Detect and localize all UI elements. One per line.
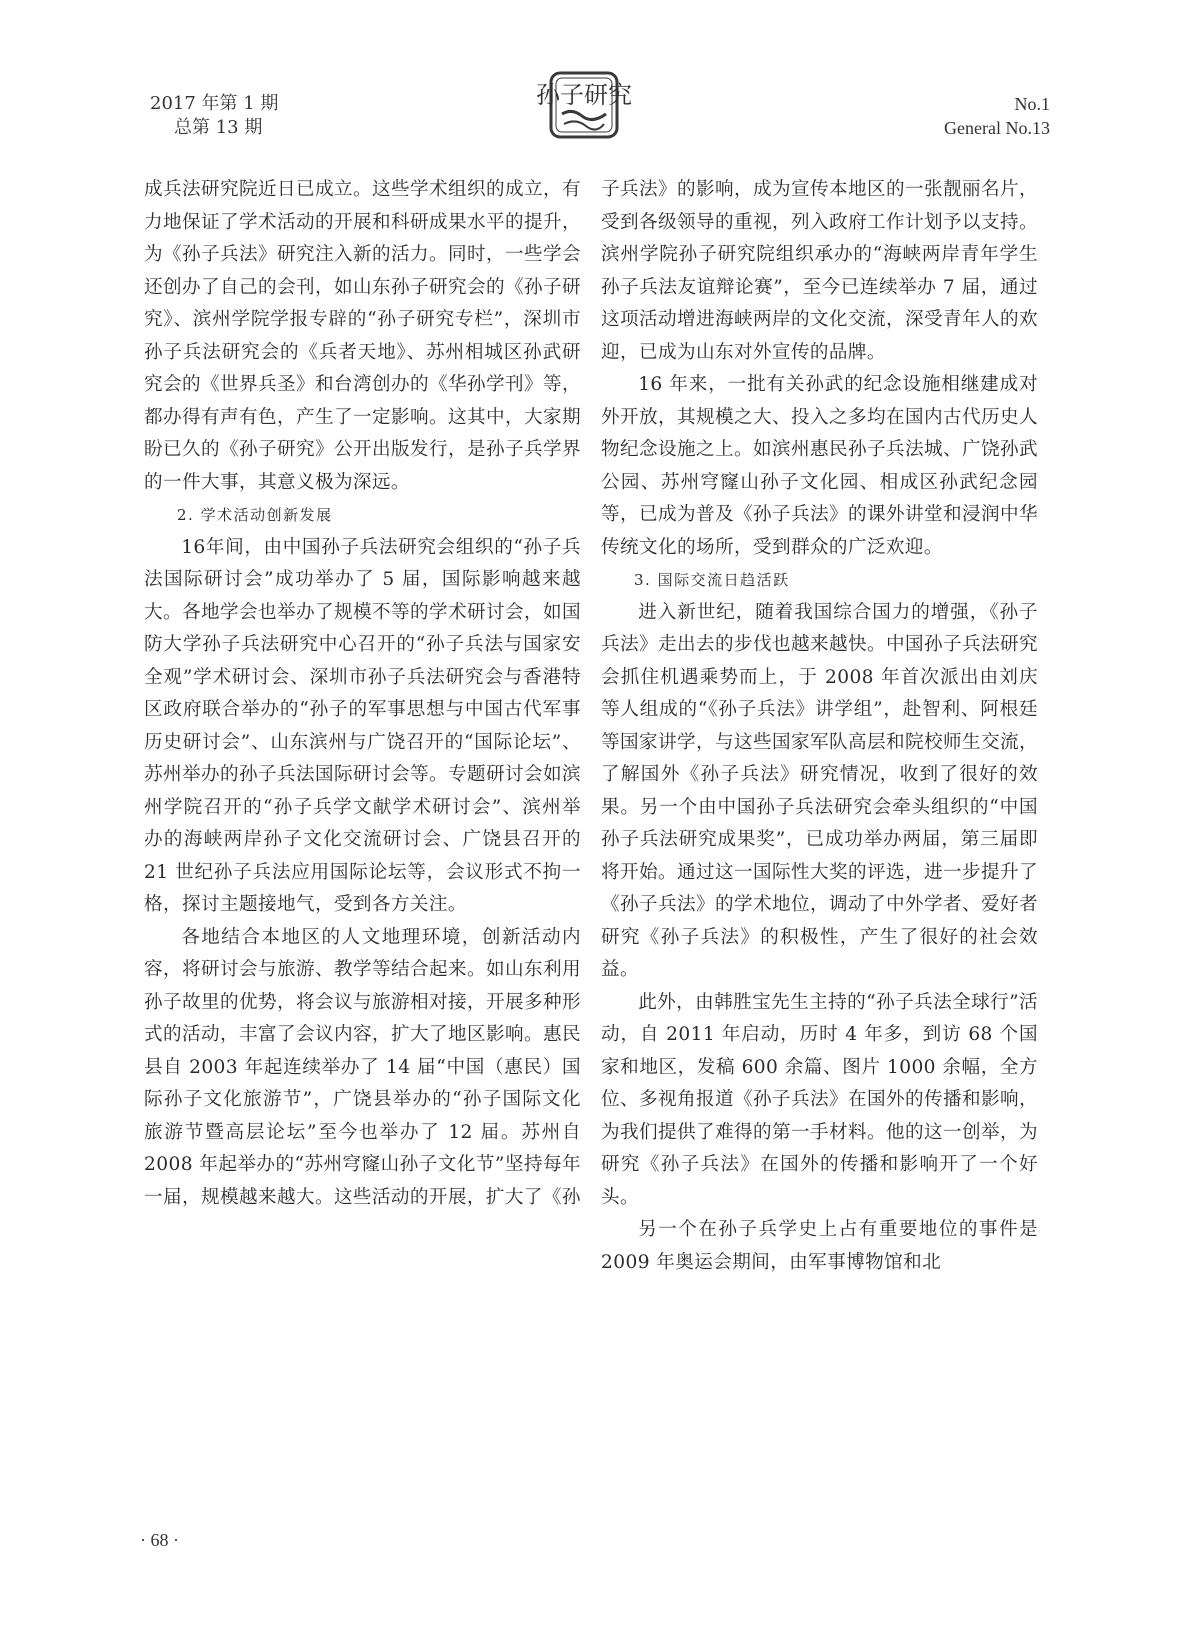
- issue-number-en: No.1: [1014, 94, 1050, 114]
- paragraph: 此外，由韩胜宝先生主持的“孙子兵法全球行”活动，自 2011 年启动，历时 4 年多，到访 68 个国家和地区，发稿 600 余篇、图片 1000 余幅，全方位、多视角报道《孙子兵法》在国外的传播和影响，为我们提供了难得的第一手材料。他的这一创举，为研究《孙子兵法》在国外的传播和影响开了一个好头。: [601, 991, 1038, 1208]
- right-column: [601, 174, 1038, 1279]
- journal-logo: [536, 70, 632, 140]
- section-subheading: 3. 国际交流日趋活跃: [634, 571, 790, 589]
- running-header: [0, 0, 1200, 150]
- total-issue-en: General No.13: [944, 118, 1050, 138]
- issue-info-cn: [150, 92, 278, 140]
- total-issue-cn: 总第 13 期: [174, 117, 263, 138]
- issue-info-en: [944, 92, 1050, 140]
- paragraph: 另一个在孙子兵学史上占有重要地位的事件是 2009 年奥运会期间，由军事博物馆和北: [601, 1219, 1038, 1273]
- paragraph: 进入新世纪，随着我国综合国力的增强，《孙子兵法》走出去的步伐也越来越快。中国孙子兵法研究会抓住机遇乘势而上，于 2008 年首次派出由刘庆等人组成的“《孙子兵法》讲学组”，赴智利、阿根廷等国家讲学，与这些国家军队高层和院校师生交流，了解国外《孙子兵法》研究情况，收到了很好的效果。另一个由中国孙子兵法研究会牵头组织的“中国孙子兵法研究成果奖”，已成功举办两届，第三届即将开始。通过这一国际性大奖的评选，进一步提升了《孙子兵法》的学术地位，调动了中外学者、爱好者研究《孙子兵法》的积极性，产生了很好的社会效益。: [601, 601, 1038, 980]
- page-number: · 68 ·: [140, 1530, 179, 1550]
- section-subheading: 2. 学术活动创新发展: [177, 506, 333, 524]
- logo-text-top: 孙子研究: [536, 81, 632, 109]
- paragraph: 16年间，由中国孙子兵法研究会组织的“孙子兵法国际研讨会”成功举办了 5 届，国际影响越来越大。各地学会也举办了规模不等的学术研讨会，如国防大学孙子兵法研究中心召开的“孙子兵法与国家安全观”学术研讨会、深圳市孙子兵法研究会与香港特区政府联合举办的“孙子的军事思想与中国古代军事历史研讨会”、山东滨州与广饶召开的“国际论坛”、苏州举办的孙子兵法国际研讨会等。专题研讨会如滨州学院召开的“孙子兵学文献学术研讨会”、滨州举办的海峡两岸孙子文化交流研讨会、广饶县召开的 21 世纪孙子兵法应用国际论坛等，会议形式不拘一格，探讨主题接地气，受到各方关注。: [144, 536, 581, 915]
- issue-number-cn: 2017 年第 1 期: [150, 93, 279, 114]
- paragraph: 16 年来，一批有关孙武的纪念设施相继建成对外开放，其规模之大、投入之多均在国内古代历史人物纪念设施之上。如滨州惠民孙子兵法城、广饶孙武公园、苏州穹窿山孙子文化园、相成区孙武纪念园等，已成为普及《孙子兵法》的课外讲堂和浸润中华传统文化的场所，受到群众的广泛欢迎。: [601, 374, 1038, 558]
- journal-seal-logo-icon: [536, 70, 632, 140]
- paragraph-continuation: 子兵法》的影响，成为宣传本地区的一张靓丽名片，受到各级领导的重视，列入政府工作计划予以支持。滨州学院孙子研究院组织承办的“海峡两岸青年学生孙子兵法友谊辩论赛”，至今已连续举办 7 届，通过这项活动增进海峡两岸的文化交流，深受青年人的欢迎，已成为山东对外宣传的品牌。: [601, 179, 1038, 363]
- paragraph: 各地结合本地区的人文地理环境，创新活动内容，将研讨会与旅游、教学等结合起来。如山东利用孙子故里的优势，将会议与旅游相对接，开展多种形式的活动，丰富了会议内容，扩大了地区影响。惠民县自 2003 年起连续举办了 14 届“中国（惠民）国际孙子文化旅游节”，广饶县举办的“孙子国际文化旅游节暨高层论坛”至今也举办了 12 届。苏州自 2008 年起举办的“苏州穹窿山孙子文化节”坚持每年一届，规模越来越大。这些活动的开展，扩大了《孙: [144, 926, 581, 1208]
- left-column: [144, 174, 581, 1214]
- paragraph-continuation: 成兵法研究院近日已成立。这些学术组织的成立，有力地保证了学术活动的开展和科研成果水平的提升，为《孙子兵法》研究注入新的活力。同时，一些学会还创办了自己的会刊，如山东孙子研究会的《孙子研究》、滨州学院学报专辟的“孙子研究专栏”，深圳市孙子兵法研究会的《兵者天地》、苏州相城区孙武研究会的《世界兵圣》和台湾创办的《华孙学刊》等，都办得有声有色，产生了一定影响。这其中，大家期盼已久的《孙子研究》公开出版发行，是孙子兵学界的一件大事，其意义极为深远。: [144, 179, 581, 493]
